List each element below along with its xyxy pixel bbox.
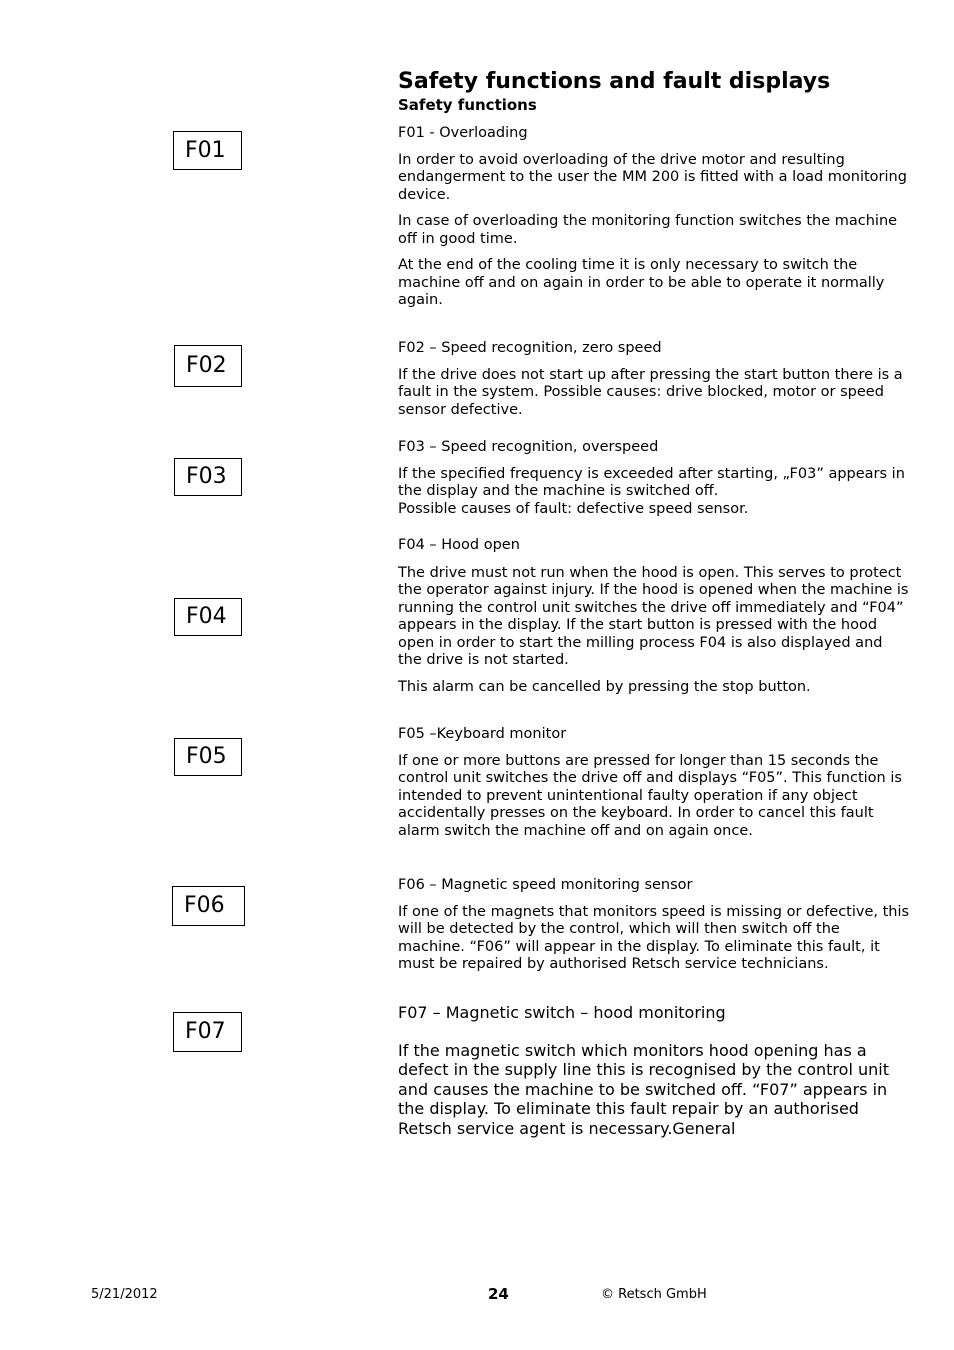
section-f07	[398, 1003, 910, 1138]
fault-code-box-f04: F04	[174, 598, 242, 636]
section-f04	[398, 537, 910, 696]
section-title: F03 – Speed recognition, overspeed	[398, 439, 659, 455]
fault-code-box-f05: F05	[174, 738, 242, 776]
paragraph: If the magnetic switch which monitors hood opening has a defect in the supply line this is recognised by the control unit and causes the machine to be switched off. “F07” appears in the display. To eliminate this fault repair by an authorised Retsch service agent is necessary.General	[398, 1040, 889, 1138]
section-f05	[398, 726, 910, 840]
section-f01	[398, 125, 910, 310]
paragraph: In case of overloading the monitoring function switches the machine off in good time.	[398, 213, 898, 247]
fault-code-box-f06: F06	[172, 886, 245, 926]
paragraph: Possible causes of fault: defective speed sensor.	[398, 500, 749, 517]
footer-copyright: © Retsch GmbH	[601, 1287, 707, 1302]
fault-code-box-f07: F07	[173, 1012, 242, 1052]
section-title: F05 –Keyboard monitor	[398, 726, 567, 742]
paragraph: The drive must not run when the hood is open. This serves to protect the operator against injury. If the hood is opened when the machine is running the control unit switches the drive off immediately and “F04” appears in the display. If the start button is pressed with the hood open in order to start the milling process F04 is also displayed and the drive is not started.	[398, 564, 909, 668]
paragraph: If one of the magnets that monitors speed is missing or defective, this will be detected by the control, which will then switch off the machine. “F06” will appear in the display. To eliminate this fault, it must be repaired by authorised Retsch service technicians.	[398, 903, 910, 972]
paragraph: At the end of the cooling time it is only necessary to switch the machine off and on again in order to be able to operate it normally again.	[398, 257, 885, 308]
section-title: F07 – Magnetic switch – hood monitoring	[398, 1003, 726, 1022]
section-title: F02 – Speed recognition, zero speed	[398, 340, 662, 356]
section-heading: Safety functions	[398, 96, 537, 114]
section-f03	[398, 439, 910, 518]
fault-code-box-f02: F02	[174, 345, 242, 387]
paragraph: This alarm can be cancelled by pressing the stop button.	[398, 678, 811, 695]
page-number: 24	[488, 1285, 509, 1303]
section-title: F01 - Overloading	[398, 125, 528, 141]
paragraph: If the specified frequency is exceeded after starting, „F03” appears in the display and the machine is switched off.	[398, 465, 905, 499]
section-f02	[398, 340, 910, 419]
fault-code-box-f03: F03	[174, 458, 242, 496]
section-title: F06 – Magnetic speed monitoring sensor	[398, 877, 693, 893]
section-f06	[398, 877, 910, 974]
paragraph: In order to avoid overloading of the drive motor and resulting endangerment to the user the MM 200 is fitted with a load monitoring device.	[398, 151, 907, 203]
footer-date: 5/21/2012	[91, 1287, 158, 1302]
fault-code-box-f01: F01	[173, 131, 242, 170]
paragraph: If the drive does not start up after pressing the start button there is a fault in the system. Possible causes: drive blocked, motor or speed sensor defective.	[398, 366, 903, 418]
section-title: F04 – Hood open	[398, 537, 520, 553]
paragraph: If one or more buttons are pressed for longer than 15 seconds the control unit switches the drive off and displays “F05”. This function is intended to prevent unintentional faulty operation if any object accidentally presses on the keyboard. In order to cancel this fault alarm switch the machine off and on again once.	[398, 752, 902, 839]
page-title: Safety functions and fault displays	[398, 69, 831, 94]
